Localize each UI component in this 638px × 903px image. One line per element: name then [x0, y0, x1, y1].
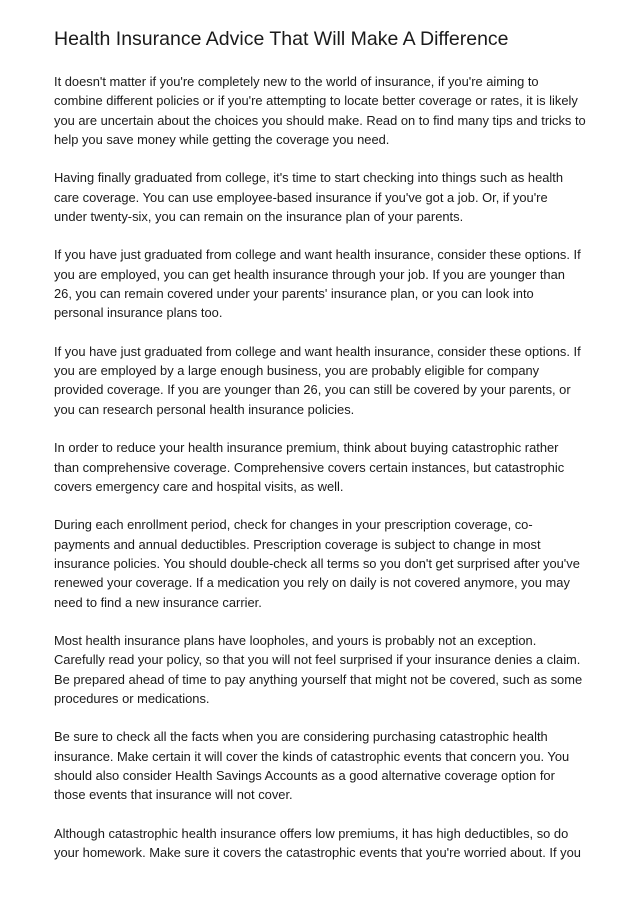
- paragraph-line: During each enrollment period, check for changes in your prescription coverage, co-: [54, 517, 533, 533]
- paragraph-line: renewed your coverage. If a medication you rely on daily is not covered anymore, you may: [54, 575, 570, 591]
- paragraph-line: you are uncertain about the choices you should make. Read on to find many tips and tricks to: [54, 112, 586, 128]
- paragraph-line: under twenty-six, you can remain on the insurance plan of your parents.: [54, 209, 464, 225]
- paragraph: [54, 727, 594, 804]
- paragraph-line: insurance. Make certain it will cover the kinds of catastrophic events that concern you. You: [54, 748, 570, 764]
- paragraph-line: help you save money while getting the coverage you need.: [54, 132, 390, 148]
- paragraph-line: you can research personal health insurance policies.: [54, 401, 355, 417]
- paragraph-line: Having finally graduated from college, it's time to start checking into things such as health: [54, 170, 564, 186]
- paragraph-line: In order to reduce your health insurance premium, think about buying catastrophic rather: [54, 440, 559, 456]
- paragraph-line: you are employed by a large enough business, you are probably eligible for company: [54, 363, 540, 379]
- paragraph-line: you are employed, you can get health insurance through your job. If you are younger than: [54, 266, 565, 282]
- paragraph-line: insurance policies. You should double-check all terms so you don't get surprised after you've: [54, 555, 580, 571]
- paragraph-line: It doesn't matter if you're completely new to the world of insurance, if you're aiming to: [54, 74, 539, 89]
- paragraph-line: Most health insurance plans have loopholes, and yours is probably not an exception.: [54, 632, 537, 648]
- paragraph-line: 26, you can remain covered under your parents' insurance plan, or you can look into: [54, 286, 534, 302]
- paragraph: [54, 824, 594, 863]
- paragraph-line: need to find a new insurance carrier.: [54, 594, 262, 610]
- paragraph-line: your homework. Make sure it covers the catastrophic events that you're worried about. If you: [54, 845, 581, 860]
- paragraph-line: care coverage. You can use employee-based insurance if you've got a job. Or, if you're: [54, 189, 548, 205]
- paragraph-line: If you have just graduated from college and want health insurance, consider these options. If: [54, 247, 581, 263]
- paragraph-line: those events that insurance will not cover.: [54, 787, 293, 803]
- document-body: [54, 72, 594, 862]
- paragraph-line: Be sure to check all the facts when you are considering purchasing catastrophic health: [54, 729, 548, 745]
- paragraph-line: combine different policies or if you're attempting to locate better coverage or rates, it is likely: [54, 93, 578, 109]
- paragraph-line: covers emergency care and hospital visits, as well.: [54, 478, 344, 494]
- paragraph: [54, 168, 594, 226]
- paragraph-line: payments and annual deductibles. Prescription coverage is subject to change in most: [54, 536, 541, 552]
- paragraph-line: should also consider Health Savings Accounts as a good alternative coverage option for: [54, 767, 555, 783]
- paragraph: [54, 515, 594, 612]
- paragraph-line: personal insurance plans too.: [54, 305, 223, 321]
- paragraph-line: Although catastrophic health insurance offers low premiums, it has high deductibles, so do: [54, 825, 569, 841]
- paragraph-line: If you have just graduated from college and want health insurance, consider these options. If: [54, 343, 581, 359]
- paragraph-line: than comprehensive coverage. Comprehensive covers certain instances, but catastrophic: [54, 459, 565, 475]
- paragraph-line: provided coverage. If you are younger than 26, you can still be covered by your parents, or: [54, 382, 571, 398]
- paragraph: [54, 342, 594, 419]
- page-title: Health Insurance Advice That Will Make A Difference: [54, 28, 509, 50]
- paragraph-line: procedures or medications.: [54, 690, 210, 706]
- document-page: [54, 26, 594, 881]
- paragraph: [54, 245, 594, 322]
- paragraph: [54, 438, 594, 496]
- paragraph: [54, 72, 594, 149]
- paragraph: [54, 631, 594, 708]
- paragraph-line: Be prepared ahead of time to pay anything yourself that might not be covered, such as some: [54, 671, 583, 687]
- paragraph-line: Carefully read your policy, so that you will not feel surprised if your insurance denies a claim.: [54, 652, 581, 668]
